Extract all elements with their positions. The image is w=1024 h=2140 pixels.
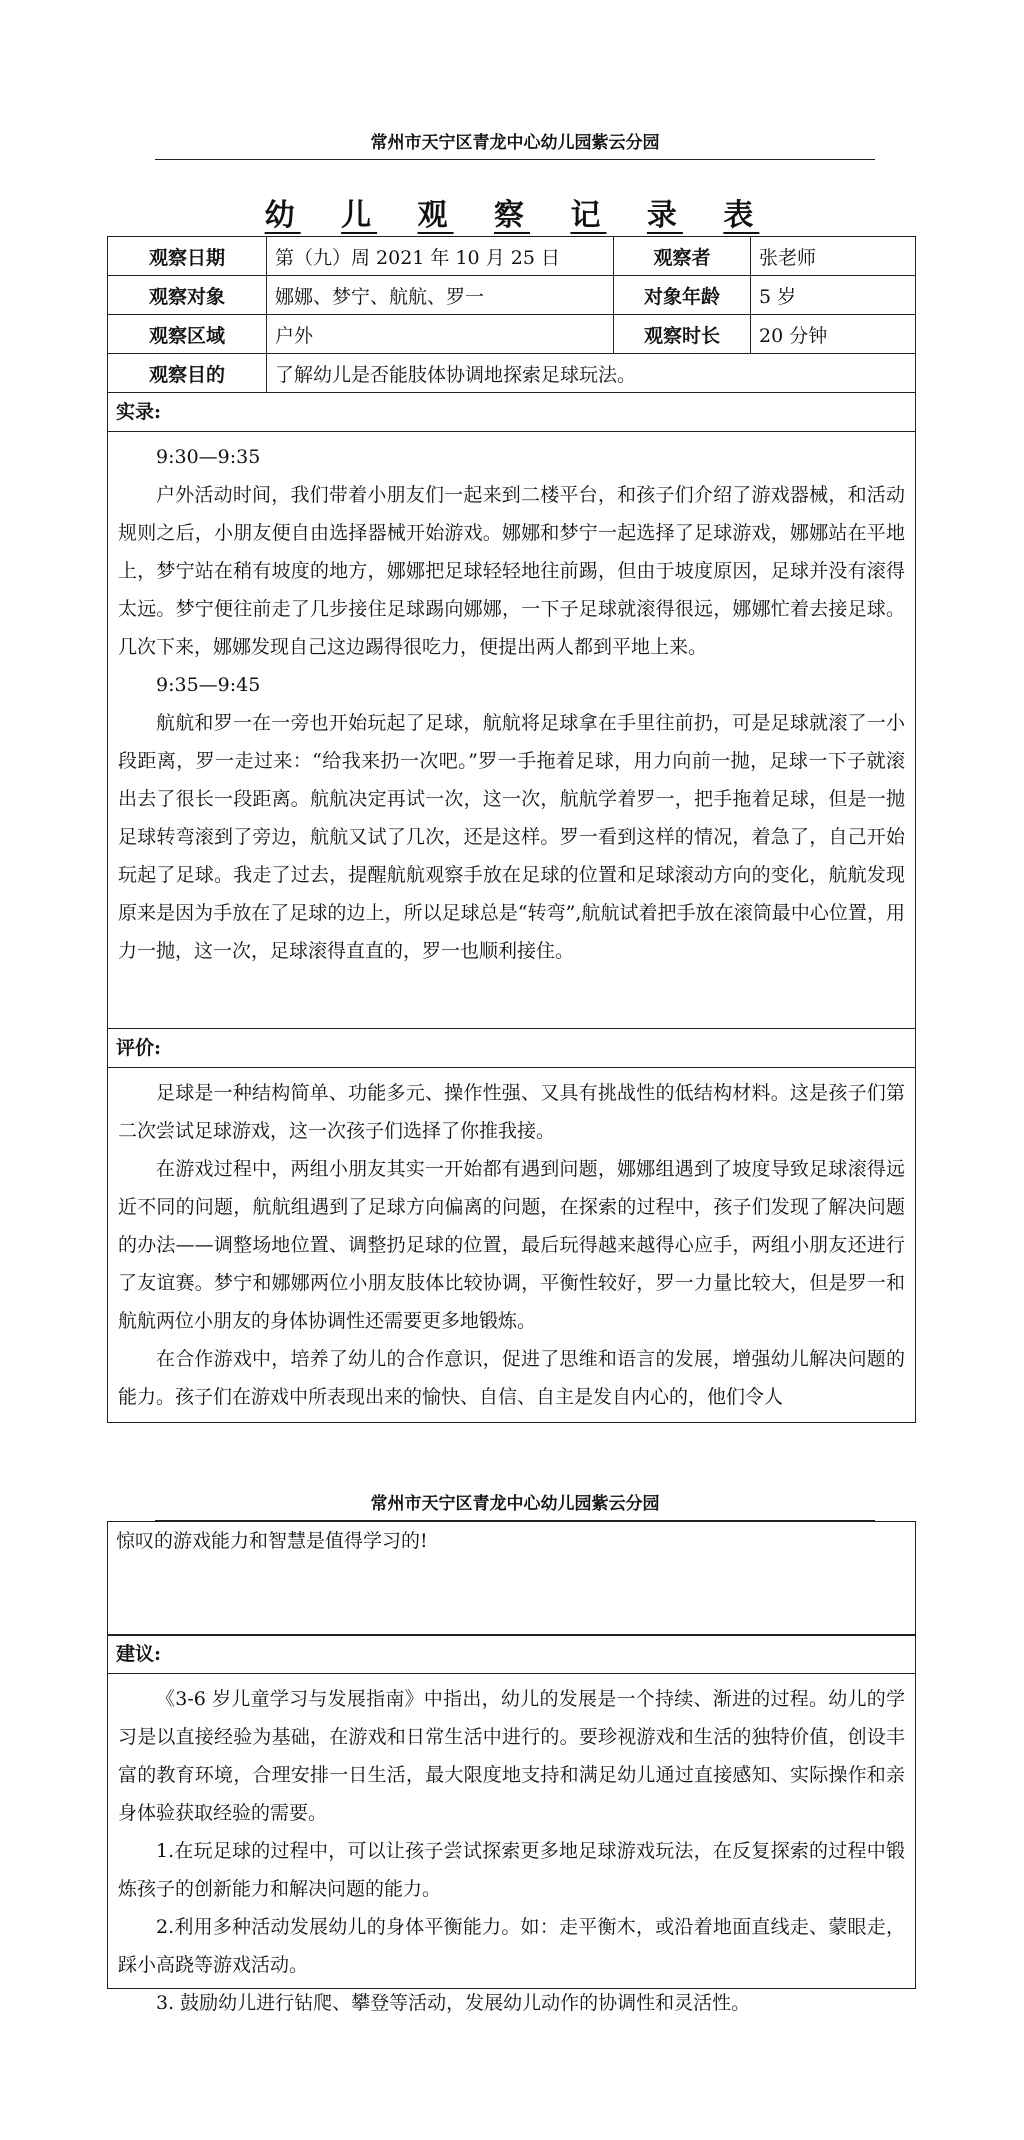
title-char: 观 bbox=[417, 198, 454, 233]
document-title bbox=[0, 190, 1024, 234]
suggestion-paragraph: 1.在玩足球的过程中，可以让孩子尝试探索更多地足球游戏玩法，在反复探索的过程中锻炼孩子的创新能力和解决问题的能力。 bbox=[118, 1840, 905, 1900]
title-char: 录 bbox=[646, 198, 683, 233]
suggestion-body bbox=[108, 1674, 915, 2022]
info-row bbox=[108, 315, 916, 354]
record-label: 实录: bbox=[108, 393, 915, 432]
record-body bbox=[108, 432, 915, 1028]
info-row bbox=[108, 237, 916, 276]
evaluation-paragraph: 足球是一种结构简单、功能多元、操作性强、又具有挑战性的低结构材料。这是孩子们第二次尝试足球游戏，这一次孩子们选择了你推我接。 bbox=[118, 1082, 905, 1142]
observer-value: 张老师 bbox=[751, 237, 916, 276]
date-label: 观察日期 bbox=[108, 237, 267, 276]
suggestion-paragraph: 《3-6 岁儿童学习与发展指南》中指出，幼儿的发展是一个持续、渐进的过程。幼儿的学习是以直接经验为基础，在游戏和日常生活中进行的。要珍视游戏和生活的独特价值，创设丰富的教育环境，合理安排一日生活，最大限度地支持和满足幼儿通过直接感知、实际操作和亲身体验获取经验的需要。 bbox=[118, 1688, 905, 1824]
age-value: 5 岁 bbox=[751, 276, 916, 315]
purpose-value: 了解幼儿是否能肢体协调地探索足球玩法。 bbox=[267, 354, 916, 393]
suggestion-box bbox=[107, 1634, 916, 2014]
record-box bbox=[107, 392, 916, 1423]
duration-label: 观察时长 bbox=[614, 315, 751, 354]
title-char: 察 bbox=[494, 198, 530, 233]
suggestion-paragraph: 3. 鼓励幼儿进行钻爬、攀登等活动，发展幼儿动作的协调性和灵活性。 bbox=[156, 1992, 751, 2014]
title-char: 表 bbox=[723, 198, 760, 233]
record-time: 9:30—9:35 bbox=[156, 446, 261, 468]
title-char: 幼 bbox=[264, 198, 301, 233]
page-header-2: 常州市天宁区青龙中心幼儿园紫云分园 bbox=[155, 1489, 875, 1521]
date-value: 第（九）周 2021 年 10 月 25 日 bbox=[267, 237, 614, 276]
subject-value: 娜娜、梦宁、航航、罗一 bbox=[267, 276, 614, 315]
area-label: 观察区域 bbox=[108, 315, 267, 354]
info-row bbox=[108, 276, 916, 315]
info-row bbox=[108, 354, 916, 393]
evaluation-paragraph: 在游戏过程中，两组小朋友其实一开始都有遇到问题，娜娜组遇到了坡度导致足球滚得远近不同的问题，航航组遇到了足球方向偏离的问题，在探索的过程中，孩子们发现了解决问题的办法——调整场地位置、调整扔足球的位置，最后玩得越来越得心应手，两组小朋友还进行了友谊赛。梦宁和娜娜两位小朋友肢体比较协调，平衡性较好，罗一力量比较大，但是罗一和航航两位小朋友的身体协调性还需要更多地锻炼。 bbox=[118, 1158, 905, 1332]
title-char: 儿 bbox=[341, 198, 378, 233]
evaluation-label: 评价: bbox=[108, 1028, 915, 1068]
info-table bbox=[107, 236, 916, 393]
observer-label: 观察者 bbox=[614, 237, 751, 276]
record-paragraph: 航航和罗一在一旁也开始玩起了足球，航航将足球拿在手里往前扔，可是足球就滚了一小段距离，罗一走过来：“给我来扔一次吧。”罗一手拖着足球，用力向前一抛，足球一下子就滚出去了很长一段距离。航航决定再试一次，这一次，航航学着罗一，把手拖着足球，但是一抛足球转弯滚到了旁边，航航又试了几次，还是这样。罗一看到这样的情况，着急了，自己开始玩起了足球。我走了过去，提醒航航观察手放在足球的位置和足球滚动方向的变化，航航发现原来是因为手放在了足球的边上，所以足球总是“转弯”,航航试着把手放在滚筒最中心位置，用力一抛，这一次，足球滚得直直的，罗一也顺利接住。 bbox=[118, 712, 905, 962]
record-time: 9:35—9:45 bbox=[156, 674, 261, 696]
suggestion-label: 建议: bbox=[108, 1635, 915, 1674]
suggestion-paragraph: 2.利用多种活动发展幼儿的身体平衡能力。如：走平衡木，或沿着地面直线走、蒙眼走，踩小高跷等游戏活动。 bbox=[118, 1916, 905, 1976]
evaluation-body bbox=[108, 1068, 915, 1416]
evaluation-continued-box bbox=[107, 1521, 916, 1636]
duration-value: 20 分钟 bbox=[751, 315, 916, 354]
age-label: 对象年龄 bbox=[614, 276, 751, 315]
subject-label: 观察对象 bbox=[108, 276, 267, 315]
evaluation-continued: 惊叹的游戏能力和智慧是值得学习的! bbox=[116, 1530, 428, 1552]
title-char: 记 bbox=[570, 198, 607, 233]
page-header: 常州市天宁区青龙中心幼儿园紫云分园 bbox=[155, 128, 875, 160]
purpose-label: 观察目的 bbox=[108, 354, 267, 393]
evaluation-paragraph: 在合作游戏中，培养了幼儿的合作意识，促进了思维和语言的发展，增强幼儿解决问题的能力。孩子们在游戏中所表现出来的愉快、自信、自主是发自内心的，他们令人 bbox=[118, 1348, 905, 1408]
area-value: 户外 bbox=[267, 315, 614, 354]
record-paragraph: 户外活动时间，我们带着小朋友们一起来到二楼平台，和孩子们介绍了游戏器械，和活动规则之后，小朋友便自由选择器械开始游戏。娜娜和梦宁一起选择了足球游戏，娜娜站在平地上，梦宁站在稍有坡度的地方，娜娜把足球轻轻地往前踢，但由于坡度原因，足球并没有滚得太远。梦宁便往前走了几步接住足球踢向娜娜，一下子足球就滚得很远，娜娜忙着去接足球。几次下来，娜娜发现自己这边踢得很吃力，便提出两人都到平地上来。 bbox=[118, 484, 905, 658]
